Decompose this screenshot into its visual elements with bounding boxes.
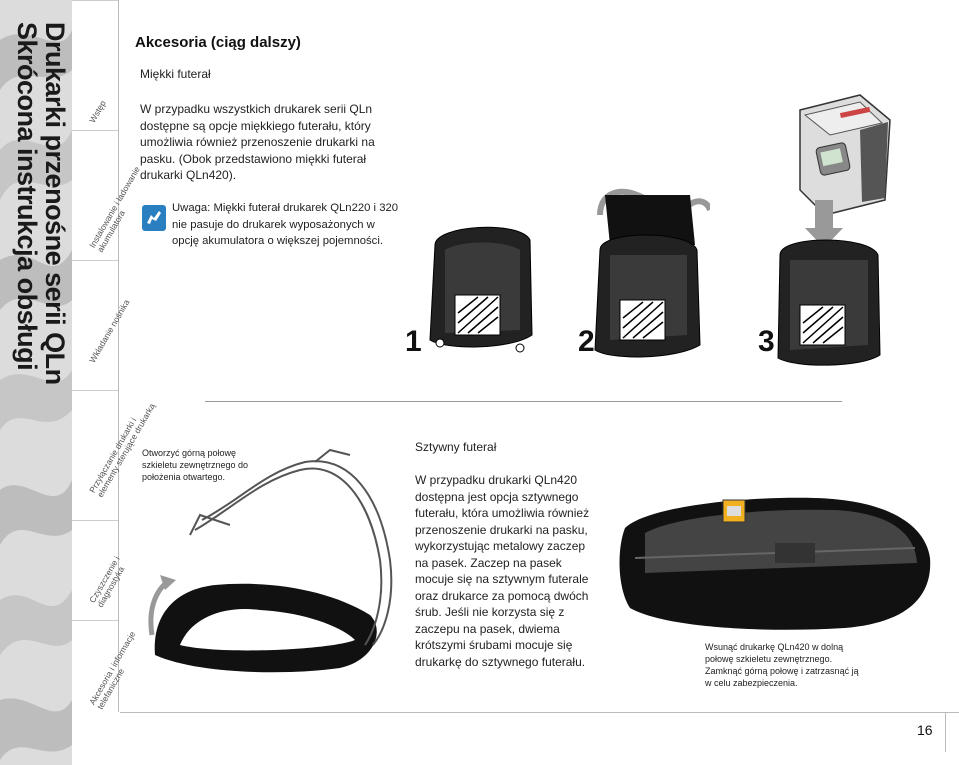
tab-connect[interactable] (72, 390, 157, 520)
hard-case-title: Sztywny futerał (415, 440, 497, 454)
tab-connect-label: Przyłączanie drukarki i elementy sterujące drukarką (87, 401, 157, 499)
tab-intro[interactable] (72, 0, 119, 130)
soft-case-step1-image (420, 215, 540, 360)
caption-insert-printer: Wsunąć drukarkę QLn420 w dolną połowę szkieletu zewnętrznego. Zamknąć górną połowę i zatrzasnąć ją w celu zabezpieczenia. (705, 642, 859, 688)
tab-media-label: Wkładanie nośnika (87, 297, 132, 365)
tab-accessories-label: Akcesoria i informacje telefaniczne (87, 629, 138, 711)
section-tabs (72, 0, 157, 765)
footer-tick (945, 712, 946, 752)
note-hand-icon (142, 205, 166, 231)
section-divider (205, 401, 842, 402)
soft-case-step3-image (770, 200, 885, 370)
page-heading: Akcesoria (ciąg dalszy) (135, 34, 301, 51)
footer-line (120, 712, 959, 713)
tab-cleaning[interactable] (72, 520, 127, 620)
caption-open-case: Otworzyć górną połowę szkieletu zewnętrznego do położenia otwartego. (142, 448, 249, 482)
tab-battery[interactable] (72, 130, 142, 260)
page-number: 16 (917, 722, 933, 738)
tab-accessories[interactable] (72, 620, 138, 712)
soft-case-step2-image (585, 175, 710, 365)
soft-case-title: Miękki futerał (140, 67, 211, 81)
step-number-3: 3 (758, 325, 775, 358)
step-number-2: 2 (578, 325, 595, 358)
hard-case-closed-image (615, 488, 935, 633)
hard-case-body: W przypadku drukarki QLn420 dostępna jest opcja sztywnego futerału, która umożliwia również przenoszenie drukarki na pasku, wykorzystując metalowy zaczep na pasek. Zaczep na pasek mocuje się na sztywnym futerale oraz drukarce za pomocą dwóch śrub. Jeśli nie korzysta się z zaczepu na pasek, dwiema krótszymi śrubami mocuje się drukarkę do sztywnego futerału. (415, 473, 590, 669)
tab-cleaning-label: Czyszczenie i diagnostyka (87, 554, 127, 609)
tab-intro-label: Wstęp (87, 98, 108, 125)
step-number-1: 1 (405, 325, 422, 358)
sidebar-title-line1: Drukarki przenośne serii QLn (40, 22, 70, 385)
sidebar-title-line2: Skrócona instrukcja obsługi (12, 22, 42, 371)
hard-case-open-image (140, 440, 400, 680)
soft-case-note: Uwaga: Miękki futerał drukarek QLn220 i 320 nie pasuje do drukarek wyposażonych w opcję akumulatora o większej pojemności. (172, 202, 399, 247)
sidebar-zebra-band (0, 0, 72, 765)
soft-case-body: W przypadku wszystkich drukarek serii QLn dostępne są opcje miękkiego futerału, który umożliwia również przenoszenie drukarki na pasku. (Obok przedstawiono miękki futerał drukarki QLn420). (140, 102, 375, 182)
tab-battery-label: Instalowanie i ładowanie akumulatora (87, 164, 142, 254)
tab-media[interactable] (72, 260, 132, 390)
